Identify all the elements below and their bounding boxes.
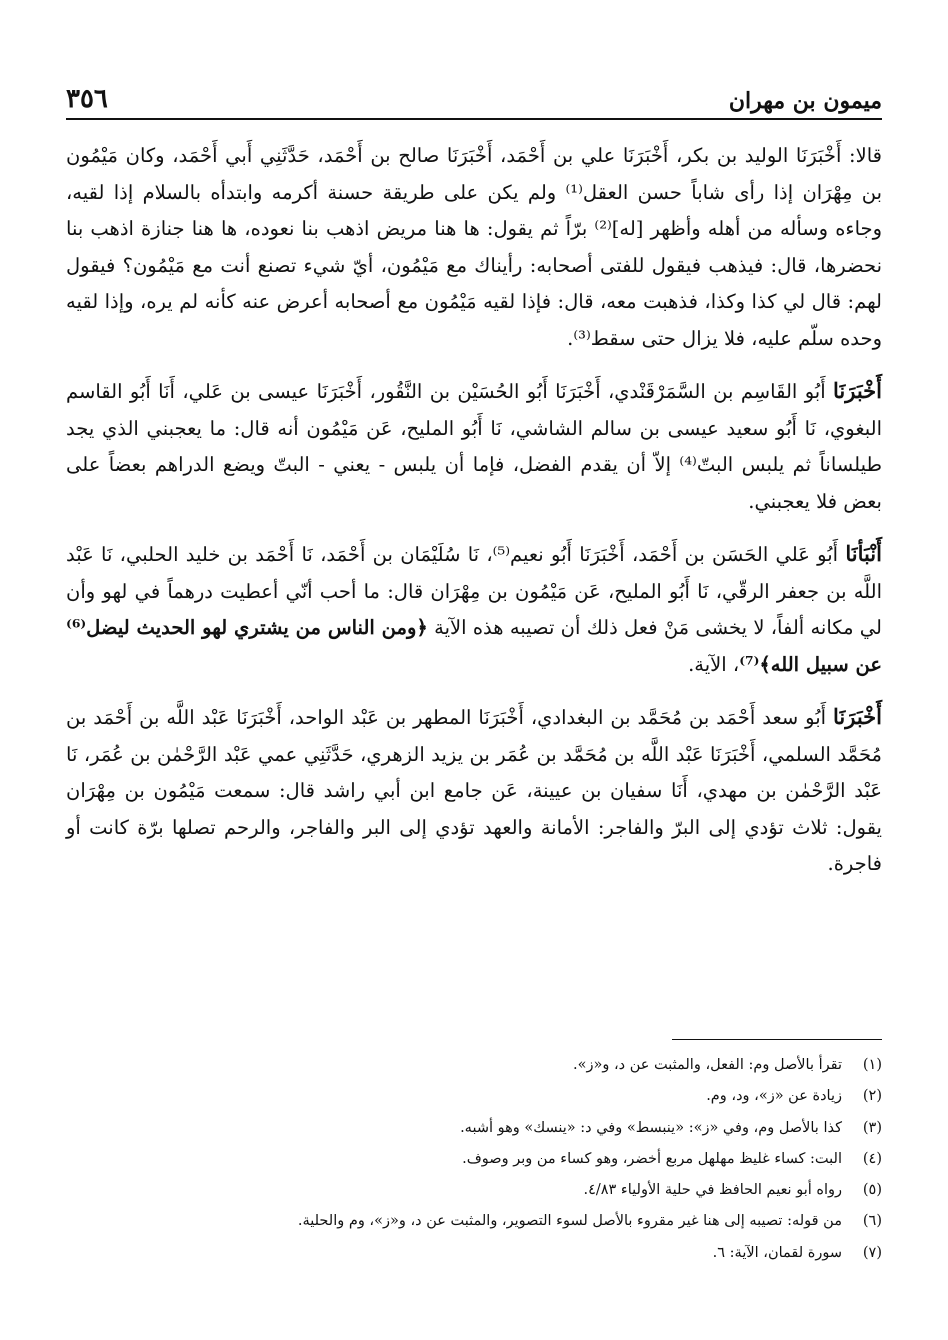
footnote-text: البت: كساء غليظ مهلهل مربع أخضر، وهو كساء من وبر وصوف. bbox=[462, 1150, 842, 1167]
footnote-4 bbox=[66, 1144, 882, 1175]
footnote-number: (١) bbox=[862, 1057, 882, 1073]
paragraph-1 bbox=[66, 138, 882, 357]
footnote-number: (٤) bbox=[862, 1150, 882, 1167]
running-title: ميمون بن مهران bbox=[728, 88, 882, 114]
footnote-number: (٣) bbox=[862, 1119, 882, 1136]
footnote-text: من قوله: تصيبه إلى هنا غير مقروء بالأصل لسوء التصوير، والمثبت عن د، و«ز»، وم والحلية. bbox=[297, 1213, 842, 1230]
paragraph-4 bbox=[66, 699, 882, 883]
footnote-text: زيادة عن «ز»، ود، وم. bbox=[706, 1088, 842, 1105]
paragraph-3 bbox=[66, 536, 882, 683]
footnote-3 bbox=[66, 1113, 882, 1144]
paragraph-text: أَبُو القَاسِم بن السَّمَرْقَنْدي، أَخْبَرَنَا أَبُو الحُسَيْن بن النَّقُور، أَخْبَرَنَا عيسى بن عَلي، أَنَا أَبُو القاسم البغوي، نَا أَبُو سعيد عيسى بن سالم الشاشي، نَا أَبُو المليح، عَن مَيْمُون أنه قال: ما يعجبني الذي يجد طيلساناً ثم يلبس البتّ⁽⁴⁾ إلاّ أن يقدم الفضل، فإما أن يلبس - يعني - البتّ ويضع الدراهم بعضاً على بعض فلا يعجبني. bbox=[66, 380, 883, 513]
paragraph-text: قالا: أَخْبَرَنَا الوليد بن بكر، أَخْبَرَنَا علي بن أَحْمَد، أَخْبَرَنَا صالح بن أَحْمَد، حَدَّثَنِي أَبي أَحْمَد، وكان مَيْمُون بن مِهْرَان إذا رأى شاباً حسن العقل⁽¹⁾ ولم يكن على طريقة حسنة أكرمه وابتدأه بالسلام إذا لقيه، وجاءه وسأله من أهله وأظهر [له]⁽²⁾ برّاً ثم يقول: ها هنا مريض اذهب بنا نعوده، ها هنا جنازة اذهب بنا نحضرها، قال: فيذهب فيقول للفتى أصحابه: رأيناك مع مَيْمُون، أيّ شيء تصنع أنت مع مَيْمُون؟ فيقول لهم: قال لي كذا وكذا، فذهبت معه، قال: فإذا لقيه مَيْمُون مع أصحابه أعرض عنه كأنه لم يره، وإذا لقيه وحده سلّم عليه، فلا يزال حتى سقط⁽³⁾. bbox=[66, 144, 883, 350]
footnote-number: (٧) bbox=[862, 1244, 882, 1261]
footnote-text: تقرأ بالأصل وم: الفعل، والمثبت عن د، و«ز». bbox=[573, 1057, 842, 1073]
paragraph-2 bbox=[66, 373, 882, 520]
footnote-1 bbox=[66, 1050, 882, 1081]
footnote-number: (٢) bbox=[862, 1088, 882, 1105]
footnote-separator bbox=[672, 1039, 882, 1040]
paragraph-lead-word: أَنْبَأنَا bbox=[845, 541, 882, 566]
footnote-number: (٦) bbox=[862, 1213, 882, 1230]
footnote-text: كذا بالأصل وم، وفي «ز»: «ينبسط» وفي د: «ينسك» وهو أشبه. bbox=[460, 1119, 842, 1136]
footnote-7 bbox=[66, 1238, 882, 1269]
footnote-number: (٥) bbox=[862, 1182, 882, 1199]
paragraph-text: أَبُو سعد أَحْمَد بن مُحَمَّد بن البغدادي، أَخْبَرَنَا المطهر بن عَبْد الواحد، أَخْبَرَنَا عَبْد اللَّه بن أَحْمَد بن مُحَمَّد السلمي، أَخْبَرَنَا عَبْد اللَّه بن مُحَمَّد بن عُمَر بن يزيد الزهري، حَدَّثَنِي عمي عَبْد الرَّحْمٰن بن عُمَر، نَا عَبْد الرَّحْمٰن بن مهدي، أَنَا سفيان بن عيينة، عَن جامع ابن أبي راشد قال: سمعت مَيْمُون بن مِهْرَان يقول: ثلاث تؤدي إلى البرّ والفاجر: الأمانة والعهد تؤدي إلى البر والفاجر، والرحم تصلها برّة كانت أو فاجرة. bbox=[66, 706, 882, 875]
footnotes bbox=[66, 1050, 882, 1269]
paragraph-lead-word: أَخْبَرَنَا bbox=[833, 704, 882, 729]
page-header bbox=[66, 70, 882, 120]
footnote-text: رواه أبو نعيم الحافظ في حلية الأولياء ٤/٨٣. bbox=[583, 1182, 842, 1199]
footnote-6 bbox=[66, 1206, 882, 1237]
footnote-text: سورة لقمان، الآية: ٦. bbox=[712, 1244, 842, 1261]
paragraph-tail: ، الآية. bbox=[688, 652, 740, 676]
paragraph-lead-word: أَخْبَرَنَا bbox=[833, 378, 882, 403]
footnote-5 bbox=[66, 1175, 882, 1206]
main-text bbox=[66, 138, 882, 899]
quran-verse: ﴿ومن الناس من يشتري لهو الحديث ليضل⁽⁶⁾ عن سبيل الله﴾⁽⁷⁾ bbox=[66, 616, 882, 676]
footnote-2 bbox=[66, 1081, 882, 1112]
page-number: ٣٥٦ bbox=[66, 84, 108, 114]
paragraph-text: أَبُو عَلي الحَسَن بن أَحْمَد، أَخْبَرَنَا أَبُو نعيم⁽⁵⁾، نَا سُلَيْمَان بن أَحْمَد، نَا أَحْمَد بن خليد الحلبي، نَا عَبْد اللَّه بن جعفر الرقّي، نَا أَبُو المليح، عَن مَيْمُون بن مِهْرَان قال: ما أحب أنّي أعطيت درهماً في لهو وأن لي مكانه ألفاً، لا يخشى مَنْ فعل ذلك أن تصيبه هذه الآية bbox=[66, 543, 882, 639]
